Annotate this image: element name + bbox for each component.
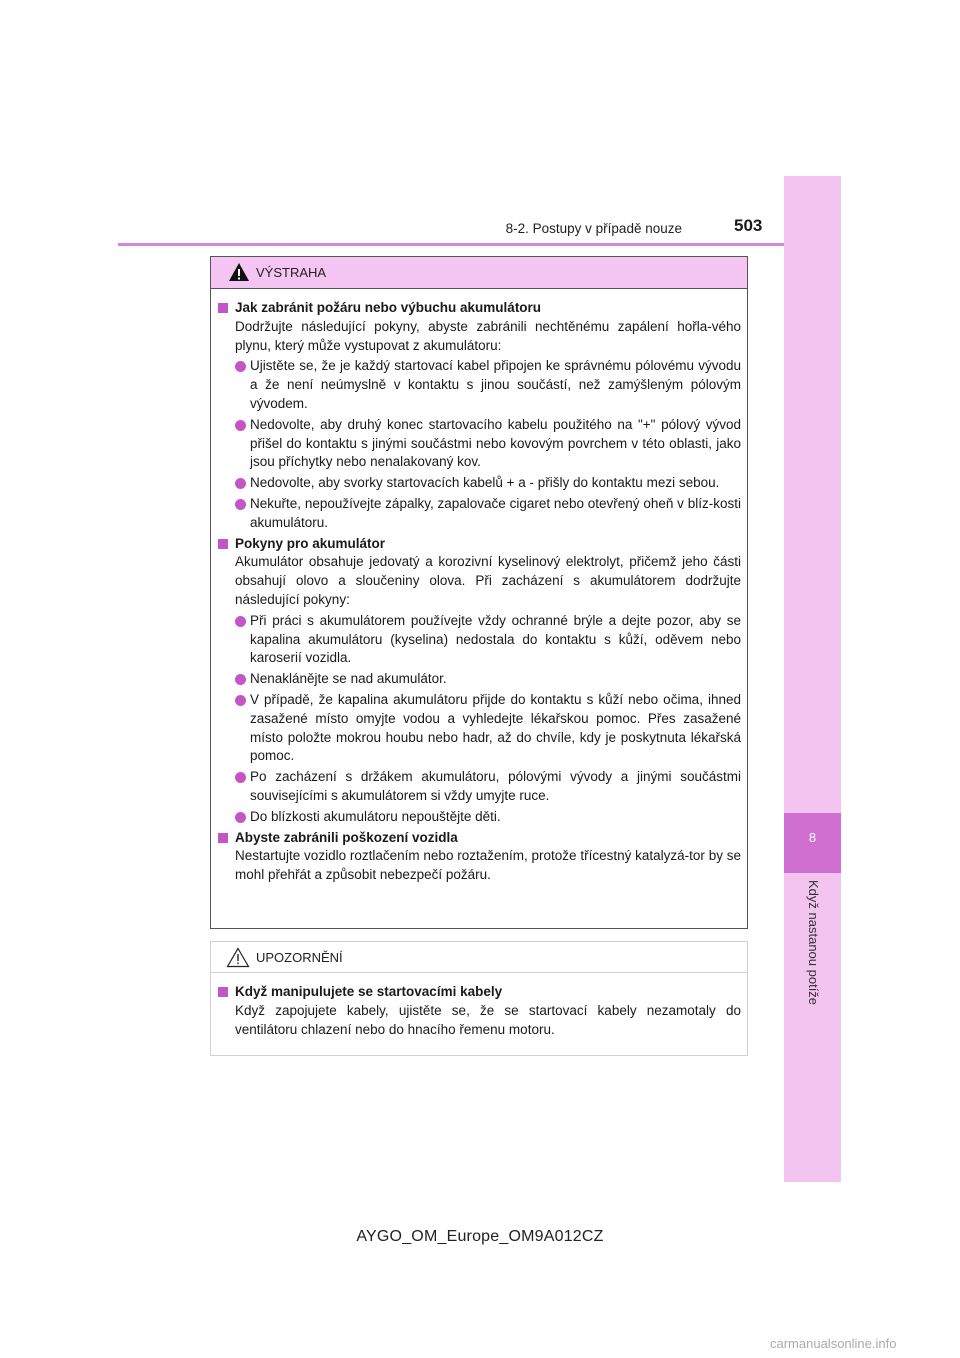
caution-box [210, 941, 748, 1056]
chapter-number: 8 [808, 830, 817, 845]
caution-section-text: Když zapojujete kabely, ujistěte se, že se startovací kabely nezamotaly do ventilátoru chlazení nebo do hnacího řemenu motoru. [235, 1002, 741, 1037]
header-rule [118, 243, 784, 246]
list-item: Nekuřte, nepoužívejte zápalky, zapalovače cigaret nebo otevřený oheň v blíz-kosti akumulátoru. [218, 495, 741, 533]
square-bullet-icon [218, 987, 228, 997]
round-bullet-icon [235, 420, 246, 431]
list-item: Nedovolte, aby svorky startovacích kabelů + a - přišly do kontaktu mezi sebou. [218, 474, 741, 493]
warning-body [211, 289, 747, 885]
caution-section-title: Když manipulujete se startovacími kabely [218, 983, 741, 1002]
caution-triangle-icon [226, 947, 250, 968]
page-number: 503 [734, 216, 763, 235]
document-code: AYGO_OM_Europe_OM9A012CZ [356, 1228, 604, 1245]
square-bullet-icon [218, 833, 228, 843]
round-bullet-icon [235, 361, 246, 372]
chapter-title: Když nastanou potíže [806, 880, 821, 1006]
round-bullet-icon [235, 772, 246, 783]
round-bullet-icon [235, 812, 246, 823]
warning-section-text: Dodržujte následující pokyny, abyste zabránili nechtěnému zapálení hořla-vého plynu, který může vystupovat z akumulátoru: [235, 318, 741, 353]
round-bullet-icon [235, 695, 246, 706]
section-title: 8-2. Postupy v případě nouze [505, 221, 682, 236]
warning-triangle-icon [228, 262, 250, 282]
caution-label: UPOZORNĚNÍ [256, 950, 343, 965]
round-bullet-icon [235, 499, 246, 510]
warning-header [211, 257, 747, 289]
warning-box [210, 256, 748, 929]
round-bullet-icon [235, 478, 246, 489]
round-bullet-icon [235, 616, 246, 627]
warning-section-text: Nestartujte vozidlo roztlačením nebo roztažením, protože třícestný katalyzá-tor by se mohl přehřát a způsobit nebezpečí požáru. [235, 848, 741, 883]
list-item: Ujistěte se, že je každý startovací kabel připojen ke správnému pólovému vývodu a že není neúmyslně v kontaktu s jinou součástí, než zamýšleným pólovým vývodem. [218, 357, 741, 413]
warning-section-title: Jak zabránit požáru nebo výbuchu akumulátoru [218, 299, 741, 318]
list-item: Po zacházení s držákem akumulátoru, pólovými vývody a jinými součástmi souvisejícími s akumulátorem si vždy umyjte ruce. [218, 768, 741, 806]
warning-label: VÝSTRAHA [256, 265, 327, 280]
warning-section-text: Akumulátor obsahuje jedovatý a korozivní kyselinový elektrolyt, přičemž jeho části obsahují olovo a sloučeniny olova. Při zacházení s akumulátorem dodržujte následující pokyny: [235, 554, 741, 607]
round-bullet-icon [235, 674, 246, 685]
watermark: carmanualsonline.info [770, 1336, 897, 1351]
chapter-side-tab [784, 176, 841, 1182]
list-item: Nenaklánějte se nad akumulátor. [218, 670, 741, 689]
list-item: Nedovolte, aby druhý konec startovacího kabelu použitého na "+" pólový vývod přišel do kontaktu s jinými součástmi nebo kovovým povrchem v této oblasti, jako jsou příchytky nebo nenalakovaný kov. [218, 416, 741, 472]
warning-section-title: Pokyny pro akumulátor [218, 535, 741, 554]
caution-header [211, 942, 747, 973]
square-bullet-icon [218, 539, 228, 549]
warning-section-title: Abyste zabránili poškození vozidla [218, 829, 741, 848]
list-item: Do blízkosti akumulátoru nepouštějte děti. [218, 808, 741, 827]
caution-body [211, 973, 747, 1039]
list-item: Při práci s akumulátorem používejte vždy ochranné brýle a dejte pozor, aby se kapalina akumulátoru (kyselina) nedostala do kontaktu s kůží, oděvem nebo karoserií vozidla. [218, 612, 741, 668]
list-item: V případě, že kapalina akumulátoru přijde do kontaktu s kůží nebo očima, ihned zasažené místo omyjte vodou a vyhledejte lékařskou pomoc. Přes zasažené místo položte mokrou houbu nebo hadr, až do chvíle, kdy je poskytnuta lékařská pomoc. [218, 691, 741, 766]
square-bullet-icon [218, 303, 228, 313]
